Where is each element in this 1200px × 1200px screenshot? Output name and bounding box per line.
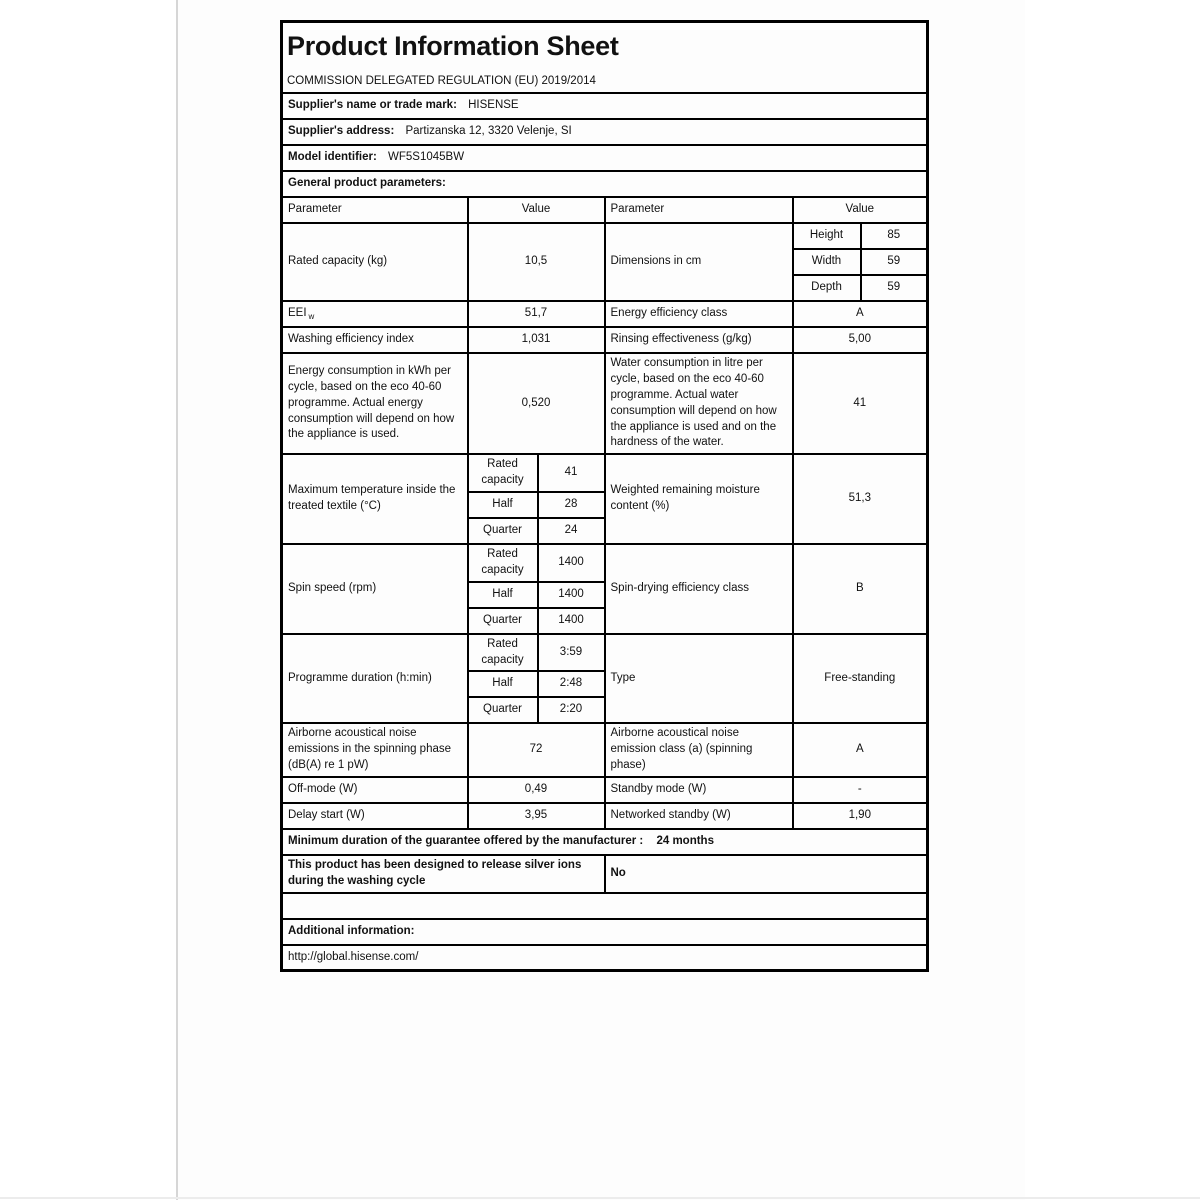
noise-class-value: A xyxy=(793,723,928,777)
duration-rated-value: 3:59 xyxy=(538,634,605,672)
max-temp-half-label: Half xyxy=(468,492,538,518)
networked-standby-label: Networked standby (W) xyxy=(605,803,793,829)
max-temp-rated-value: 41 xyxy=(538,454,605,492)
moisture-value: 51,3 xyxy=(793,454,928,544)
noise-label: Airborne acoustical noise emissions in the spinning phase (dB(A) re 1 pW) xyxy=(282,723,468,777)
eei-label xyxy=(282,301,468,327)
spin-rated-value: 1400 xyxy=(538,544,605,582)
general-parameters-header: General product parameters: xyxy=(282,171,928,197)
eei-label-text: EEI xyxy=(288,306,307,319)
spin-half-value: 1400 xyxy=(538,582,605,608)
type-label: Type xyxy=(605,634,793,724)
dimension-depth-value: 59 xyxy=(861,275,928,301)
page-bottom-edge xyxy=(0,1197,1200,1199)
rinsing-label: Rinsing effectiveness (g/kg) xyxy=(605,327,793,353)
product-info-table xyxy=(280,20,929,972)
off-mode-label: Off-mode (W) xyxy=(282,777,468,803)
spin-class-label: Spin-drying efficiency class xyxy=(605,544,793,634)
duration-quarter-value: 2:20 xyxy=(538,697,605,723)
max-temp-label: Maximum temperature inside the treated textile (°C) xyxy=(282,454,468,544)
supplier-name-value: HISENSE xyxy=(468,99,519,112)
supplier-address-label: Supplier's address: xyxy=(288,125,395,138)
dimension-height-value: 85 xyxy=(861,223,928,249)
spin-half-label: Half xyxy=(468,582,538,608)
regulation-line: COMMISSION DELEGATED REGULATION (EU) 2019/2014 xyxy=(287,75,596,88)
max-temp-rated-label: Rated capacity xyxy=(468,454,538,492)
model-identifier-value: WF5S1045BW xyxy=(388,151,465,164)
title-block xyxy=(282,22,928,94)
standby-label: Standby mode (W) xyxy=(605,777,793,803)
max-temp-quarter-label: Quarter xyxy=(468,518,538,544)
rinsing-value: 5,00 xyxy=(793,327,928,353)
duration-rated-label: Rated capacity xyxy=(468,634,538,672)
header-value-left: Value xyxy=(468,197,605,223)
spin-quarter-value: 1400 xyxy=(538,608,605,634)
supplier-name-row xyxy=(282,93,928,119)
standby-value: - xyxy=(793,777,928,803)
supplier-url: http://global.hisense.com/ xyxy=(282,945,928,971)
energy-consumption-value: 0,520 xyxy=(468,353,605,454)
additional-info-header: Additional information: xyxy=(282,919,928,945)
duration-label: Programme duration (h:min) xyxy=(282,634,468,724)
guarantee-label: Minimum duration of the guarantee offered by the manufacturer : xyxy=(288,835,644,848)
rated-capacity-label: Rated capacity (kg) xyxy=(282,223,468,301)
type-value: Free-standing xyxy=(793,634,928,724)
spin-speed-label: Spin speed (rpm) xyxy=(282,544,468,634)
spin-rated-label: Rated capacity xyxy=(468,544,538,582)
silver-ions-label: This product has been designed to release silver ions during the washing cycle xyxy=(282,855,605,893)
supplier-address-value: Partizanska 12, 3320 Velenje, SI xyxy=(405,125,572,138)
rated-capacity-value: 10,5 xyxy=(468,223,605,301)
model-identifier-label: Model identifier: xyxy=(288,151,377,164)
delay-start-label: Delay start (W) xyxy=(282,803,468,829)
header-value-right: Value xyxy=(793,197,928,223)
noise-class-label: Airborne acoustical noise emission class (a) (spinning phase) xyxy=(605,723,793,777)
page-title: Product Information Sheet xyxy=(287,31,619,61)
dimension-depth-label: Depth xyxy=(793,275,861,301)
off-mode-value: 0,49 xyxy=(468,777,605,803)
empty-row xyxy=(282,893,928,919)
guarantee-row xyxy=(282,829,928,855)
header-parameter-left: Parameter xyxy=(282,197,468,223)
max-temp-half-value: 28 xyxy=(538,492,605,518)
spin-class-value: B xyxy=(793,544,928,634)
delay-start-value: 3,95 xyxy=(468,803,605,829)
moisture-label: Weighted remaining moisture content (%) xyxy=(605,454,793,544)
dimensions-label: Dimensions in cm xyxy=(605,223,793,301)
guarantee-value: 24 months xyxy=(656,835,714,848)
water-consumption-value: 41 xyxy=(793,353,928,454)
spin-quarter-label: Quarter xyxy=(468,608,538,634)
dimension-width-value: 59 xyxy=(861,249,928,275)
duration-half-value: 2:48 xyxy=(538,671,605,697)
networked-standby-value: 1,90 xyxy=(793,803,928,829)
duration-half-label: Half xyxy=(468,671,538,697)
header-parameter-right: Parameter xyxy=(605,197,793,223)
eei-subscript: w xyxy=(308,312,315,322)
energy-class-value: A xyxy=(793,301,928,327)
dimension-width-label: Width xyxy=(793,249,861,275)
dimension-height-label: Height xyxy=(793,223,861,249)
washing-index-value: 1,031 xyxy=(468,327,605,353)
energy-consumption-label: Energy consumption in kWh per cycle, based on the eco 40-60 programme. Actual energy consumption will depend on how the appliance is used. xyxy=(282,353,468,454)
silver-ions-value: No xyxy=(605,855,928,893)
supplier-address-row xyxy=(282,119,928,145)
eei-value: 51,7 xyxy=(468,301,605,327)
energy-class-label: Energy efficiency class xyxy=(605,301,793,327)
water-consumption-label: Water consumption in litre per cycle, based on the eco 40-60 programme. Actual water consumption will depend on how the appliance is used and on the hardness of the water. xyxy=(605,353,793,454)
max-temp-quarter-value: 24 xyxy=(538,518,605,544)
product-information-sheet xyxy=(280,20,929,972)
noise-value: 72 xyxy=(468,723,605,777)
washing-index-label: Washing efficiency index xyxy=(282,327,468,353)
model-identifier-row xyxy=(282,145,928,171)
duration-quarter-label: Quarter xyxy=(468,697,538,723)
supplier-name-label: Supplier's name or trade mark: xyxy=(288,99,457,112)
